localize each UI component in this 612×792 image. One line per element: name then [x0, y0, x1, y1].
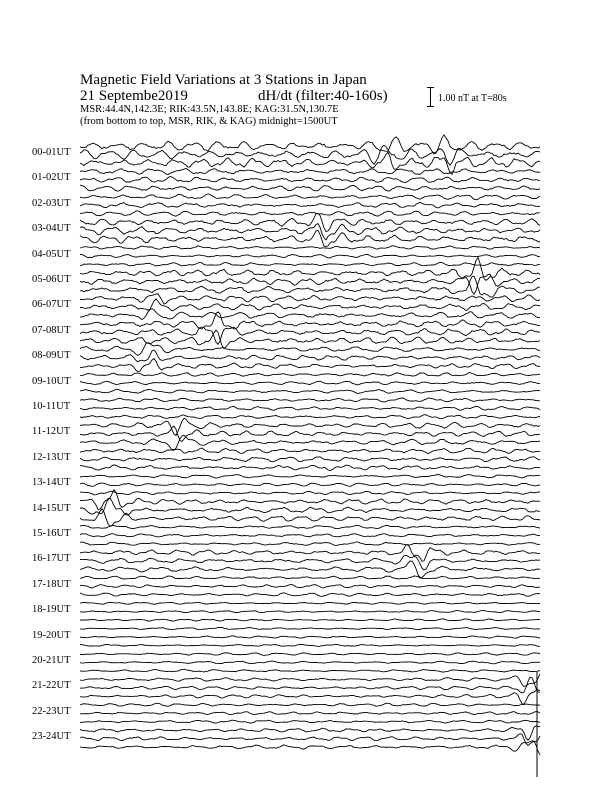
hour-label: 04-05UT: [32, 248, 71, 260]
trace-msr-18-19ut: [80, 619, 540, 621]
hour-label: 14-15UT: [32, 502, 71, 514]
hour-label: 13-14UT: [32, 477, 71, 489]
trace-kag-15-16ut: [80, 525, 540, 528]
trace-rik-23-24ut: [80, 734, 540, 746]
trace-msr-20-21ut: [80, 669, 540, 672]
hour-label: 10-11UT: [32, 401, 71, 412]
hour-label: 16-17UT: [32, 553, 71, 565]
trace-rik-15-16ut: [80, 534, 540, 537]
hour-label: 11-12UT: [32, 426, 71, 438]
trace-msr-10-11ut: [80, 415, 540, 419]
trace-msr-22-23ut: [80, 720, 540, 723]
station-coordinates: MSR:44.4N,142.3E; RIK:43.5N,143.8E; KAG:31.5N,130.7E: [80, 104, 339, 115]
trace-rik-14-15ut: [80, 498, 540, 515]
hour-label: 22-23UT: [32, 705, 71, 717]
trace-kag-12-13ut: [80, 448, 540, 454]
trace-msr-01-02ut: [80, 185, 540, 191]
trace-rik-01-02ut: [80, 177, 540, 183]
trace-kag-00-01ut: [80, 135, 540, 154]
trace-kag-10-11ut: [80, 398, 540, 402]
trace-kag-03-04ut: [80, 214, 540, 232]
hour-label: 12-13UT: [32, 451, 71, 463]
trace-kag-01-02ut: [80, 168, 540, 174]
trace-msr-21-22ut: [80, 690, 540, 704]
hour-label: 21-22UT: [32, 680, 71, 692]
hour-label: 09-10UT: [32, 375, 71, 387]
trace-msr-11-12ut: [80, 435, 540, 450]
hour-label: 23-24UT: [32, 731, 71, 743]
trace-rik-20-21ut: [80, 661, 540, 664]
trace-msr-09-10ut: [80, 389, 540, 393]
trace-msr-12-13ut: [80, 465, 540, 471]
station-order-note: (from bottom to top, MSR, RIK, & KAG) midnight=1500UT: [80, 116, 338, 127]
trace-rik-11-12ut: [80, 426, 540, 441]
trace-msr-13-14ut: [80, 491, 540, 495]
trace-kag-22-23ut: [80, 703, 540, 706]
hour-label: 00-01UT: [32, 147, 71, 158]
trace-kag-05-06ut: [80, 257, 540, 280]
hour-label: 07-08UT: [32, 324, 71, 336]
hour-label: 06-07UT: [32, 299, 71, 311]
trace-kag-17-18ut: [80, 576, 540, 579]
hour-label: 17-18UT: [32, 578, 71, 590]
trace-kag-04-05ut: [80, 246, 540, 250]
trace-msr-17-18ut: [80, 593, 540, 597]
hour-label: 18-19UT: [32, 604, 71, 616]
trace-rik-18-19ut: [80, 611, 540, 613]
trace-msr-16-17ut: [80, 561, 540, 577]
trace-rik-17-18ut: [80, 585, 540, 588]
trace-rik-06-07ut: [80, 299, 540, 311]
hour-label: 15-16UT: [32, 528, 71, 539]
hour-label: 08-09UT: [32, 350, 71, 362]
trace-rik-12-13ut: [80, 457, 540, 462]
trace-msr-19-20ut: [80, 644, 540, 646]
trace-rik-02-03ut: [80, 202, 540, 208]
trace-rik-13-14ut: [80, 483, 540, 487]
trace-rik-22-23ut: [80, 712, 540, 715]
trace-rik-16-17ut: [80, 555, 540, 570]
chart-title: Magnetic Field Variations at 3 Stations in Japan: [80, 72, 367, 88]
trace-msr-05-06ut: [80, 276, 540, 297]
trace-msr-03-04ut: [80, 230, 540, 246]
trace-msr-15-16ut: [80, 542, 540, 546]
chart-quantity: dH/dt (filter:40-160s): [258, 88, 388, 104]
trace-msr-02-03ut: [80, 211, 540, 216]
chart-date: 21 Septembe2019: [80, 88, 188, 104]
trace-rik-10-11ut: [80, 406, 540, 410]
trace-rik-08-09ut: [80, 350, 540, 362]
hour-label: 02-03UT: [32, 197, 71, 209]
trace-rik-19-20ut: [80, 636, 540, 638]
hour-label: 01-02UT: [32, 172, 71, 184]
hour-label: 05-06UT: [32, 274, 71, 285]
trace-msr-23-24ut: [80, 741, 540, 755]
hour-label: 20-21UT: [32, 655, 71, 666]
scale-label: 1.00 nT at T=80s: [438, 93, 507, 104]
trace-kag-13-14ut: [80, 474, 540, 478]
trace-rik-04-05ut: [80, 254, 540, 258]
trace-rik-09-10ut: [80, 381, 540, 385]
trace-kag-06-07ut: [80, 294, 540, 304]
trace-msr-06-07ut: [80, 309, 540, 320]
hour-label: 19-20UT: [32, 629, 71, 641]
trace-kag-07-08ut: [80, 312, 540, 329]
trace-kag-09-10ut: [80, 373, 540, 377]
trace-msr-08-09ut: [80, 358, 540, 371]
trace-kag-20-21ut: [80, 653, 540, 656]
trace-kag-19-20ut: [80, 627, 540, 629]
trace-msr-07-08ut: [80, 330, 540, 348]
trace-msr-04-05ut: [80, 262, 540, 266]
trace-kag-21-22ut: [80, 674, 540, 686]
trace-kag-08-09ut: [80, 343, 540, 356]
trace-kag-02-03ut: [80, 194, 540, 200]
hour-label: 03-04UT: [32, 223, 71, 235]
trace-kag-18-19ut: [80, 602, 540, 604]
